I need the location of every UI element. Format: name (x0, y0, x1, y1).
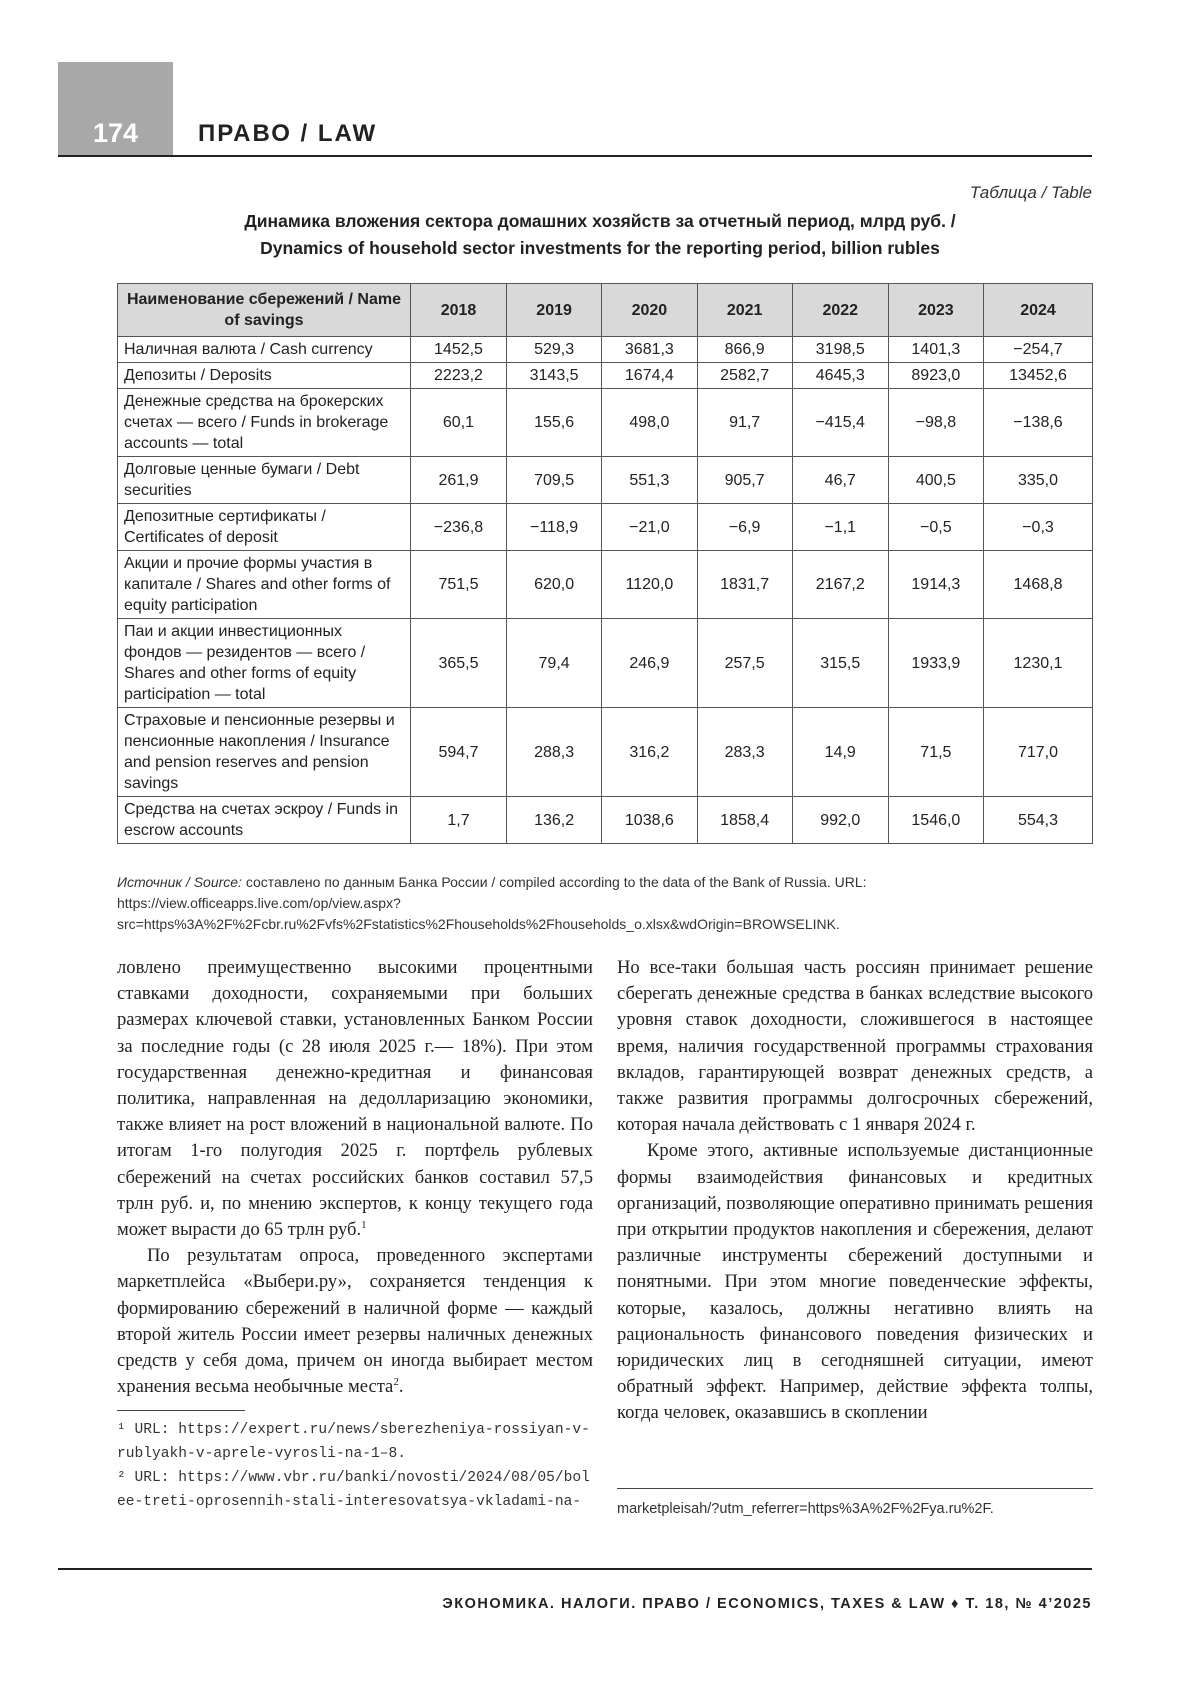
row-name: Страховые и пенсионные резервы и пенсионные накопления / Insurance and pension reserves and pension savings (118, 708, 411, 797)
cell-value: 400,5 (888, 457, 983, 504)
table-row (118, 363, 1093, 389)
table-row (118, 797, 1093, 844)
table-row (118, 504, 1093, 551)
cell-value: 1452,5 (411, 337, 507, 363)
cell-value: 554,3 (984, 797, 1093, 844)
footnote-1: ¹ URL: https://expert.ru/news/sberezheniya-rossiyan-v-rublyakh-v-aprele-vyrosli-na-1–8. (117, 1422, 590, 1462)
table-row (118, 457, 1093, 504)
footnote-2-continuation: marketpleisah/?utm_referrer=https%3A%2F%2Fya.ru%2F. (617, 1501, 994, 1517)
cell-value: 1,7 (411, 797, 507, 844)
cell-value: 246,9 (602, 619, 697, 708)
paragraph: Но все-таки большая часть россиян принимает решение сберегать денежные средства в банках вследствие высокого уровня ставок доходности, сложившегося в настоящее время, наличия государственной программы страхования вкладов, гарантирующей возврат денежных средств, а также развития программы долгосрочных сбережений, которая начала действовать с 1 января 2024 г. (617, 957, 1093, 1136)
cell-value: 79,4 (506, 619, 601, 708)
cell-value: 136,2 (506, 797, 601, 844)
footnote-ref: 1 (361, 1218, 367, 1231)
cell-value: 3681,3 (602, 337, 697, 363)
table-label: Таблица / Table (969, 183, 1092, 202)
body-column-left (117, 955, 593, 1400)
cell-value: 551,3 (602, 457, 697, 504)
cell-value: 3143,5 (506, 363, 601, 389)
cell-value: 316,2 (602, 708, 697, 797)
column-header: 2023 (888, 284, 983, 337)
table-header-row (118, 284, 1093, 337)
savings-table (117, 283, 1093, 844)
footnotes-left (117, 1418, 593, 1514)
cell-value: 498,0 (602, 389, 697, 457)
cell-value: 1468,8 (984, 551, 1093, 619)
table-row (118, 708, 1093, 797)
cell-value: 1914,3 (888, 551, 983, 619)
cell-value: 257,5 (697, 619, 792, 708)
cell-value: 529,3 (506, 337, 601, 363)
cell-value: −415,4 (792, 389, 888, 457)
row-name: Акции и прочие формы участия в капитале / Shares and other forms of equity participation (118, 551, 411, 619)
column-header: 2024 (984, 284, 1093, 337)
cell-value: 709,5 (506, 457, 601, 504)
cell-value: 315,5 (792, 619, 888, 708)
cell-value: −0,3 (984, 504, 1093, 551)
table-caption-ru: Динамика вложения сектора домашних хозяйств за отчетный период, млрд руб. / (244, 211, 956, 231)
source-text: составлено по данным Банка России / compiled according to the data of the Bank of Russia. URL: https://view.officeapps.live.com/op/view.aspx?src=https%3A%2F%2Fcbr.ru%2Fvfs%2Fstatistics%2Fhouseholds%2Fhouseholds_o.xlsx&wdOrigin=BROWSELINK. (117, 874, 867, 932)
cell-value: 2582,7 (697, 363, 792, 389)
cell-value: 8923,0 (888, 363, 983, 389)
body-column-right (617, 955, 1093, 1427)
column-header: 2021 (697, 284, 792, 337)
journal-footer (442, 1596, 1092, 1612)
paragraph-text: По результатам опроса, проведенного экспертами маркетплейса «Выбери.ру», сохраняется тенденция к формированию сбережений в наличной форме — каждый второй житель России имеет резервы наличных денежных средств у себя дома, причем он иногда выбирает местом хранения весьма необычные места (117, 1245, 593, 1398)
cell-value: −138,6 (984, 389, 1093, 457)
cell-value: 1120,0 (602, 551, 697, 619)
cell-value: 13452,6 (984, 363, 1093, 389)
paragraph-text: ловлено преимущественно высокими процентными ставками доходности, сохраняемыми при больших размерах ключевой ставки, установленных Банком России за последние годы (с 28 июля 2025 г.— 18%). При этом государственная денежно-кредитная и финансовая политика, направленная на дедолларизацию экономики, также влияет на рост вложений в национальной валюте. По итогам 1-го полугодия 2025 г. портфель рублевых сбережений на счетах российских банков составил 57,5 трлн руб. и, по мнению экспертов, к концу текущего года может вырасти до 65 трлн руб. (117, 957, 593, 1241)
cell-value: 1831,7 (697, 551, 792, 619)
column-header: 2018 (411, 284, 507, 337)
cell-value: −6,9 (697, 504, 792, 551)
paragraph (117, 955, 593, 1243)
column-header: Наименование сбережений / Name of savings (118, 284, 411, 337)
cell-value: 1230,1 (984, 619, 1093, 708)
footnote-rule-left (117, 1410, 245, 1411)
cell-value: 4645,3 (792, 363, 888, 389)
cell-value: −21,0 (602, 504, 697, 551)
issue-info: Т. 18, № 4’2025 (965, 1596, 1092, 1612)
row-name: Долговые ценные бумаги / Debt securities (118, 457, 411, 504)
cell-value: 288,3 (506, 708, 601, 797)
row-name: Депозиты / Deposits (118, 363, 411, 389)
paragraph: Кроме этого, активные используемые дистанционные формы взаимодействия финансовых и кредитных организаций, позволяющие оперативно принимать решения при открытии продуктов накопления и сбережения, делают различные инструменты сбережений доступными и понятными. При этом многие поведенческие эффекты, которые, казалось, должны негативно влиять на рациональность финансового поведения физических и юридических лиц в сегодняшней ситуации, имеют обратный эффект. Например, действие эффекта толпы, когда человек, оказавшись в скоплении (617, 1140, 1093, 1424)
table-row (118, 551, 1093, 619)
row-name: Наличная валюта / Cash currency (118, 337, 411, 363)
footnote-2: ² URL: https://www.vbr.ru/banki/novosti/2024/08/05/bolee-treti-oprosennih-stali-interesovatsya-vkladami-na- (117, 1470, 590, 1510)
cell-value: 2167,2 (792, 551, 888, 619)
table-source (117, 872, 1093, 935)
cell-value: 60,1 (411, 389, 507, 457)
cell-value: 1038,6 (602, 797, 697, 844)
footnote-rule-right (617, 1488, 1093, 1489)
row-name: Паи и акции инвестиционных фондов — резидентов — всего / Shares and other forms of equity participation — total (118, 619, 411, 708)
cell-value: −98,8 (888, 389, 983, 457)
table-row (118, 337, 1093, 363)
row-name: Средства на счетах эскроу / Funds in escrow accounts (118, 797, 411, 844)
cell-value: 14,9 (792, 708, 888, 797)
cell-value: 1933,9 (888, 619, 983, 708)
cell-value: 155,6 (506, 389, 601, 457)
footnote-ref: 2 (393, 1376, 399, 1389)
table-row (118, 389, 1093, 457)
cell-value: 1546,0 (888, 797, 983, 844)
cell-value: 283,3 (697, 708, 792, 797)
table-caption-en: Dynamics of household sector investments for the reporting period, billion rubles (260, 238, 940, 258)
cell-value: 91,7 (697, 389, 792, 457)
cell-value: −0,5 (888, 504, 983, 551)
journal-title: ЭКОНОМИКА. НАЛОГИ. ПРАВО / ECONOMICS, TAXES & LAW (442, 1596, 946, 1612)
column-header: 2019 (506, 284, 601, 337)
cell-value: 365,5 (411, 619, 507, 708)
header-rule (58, 155, 1092, 157)
cell-value: 620,0 (506, 551, 601, 619)
paragraph (117, 1243, 593, 1400)
column-header: 2020 (602, 284, 697, 337)
row-name: Денежные средства на брокерских счетах — всего / Funds in brokerage accounts — total (118, 389, 411, 457)
cell-value: 1401,3 (888, 337, 983, 363)
cell-value: 992,0 (792, 797, 888, 844)
table-row (118, 619, 1093, 708)
cell-value: −1,1 (792, 504, 888, 551)
page-number: 174 (92, 118, 139, 148)
footer-rule (58, 1568, 1092, 1570)
row-name: Депозитные сертификаты / Certificates of deposit (118, 504, 411, 551)
paragraph-end: . (398, 1376, 404, 1398)
source-label: Источник / Source: (117, 874, 242, 890)
cell-value: 1674,4 (602, 363, 697, 389)
cell-value: −118,9 (506, 504, 601, 551)
cell-value: 594,7 (411, 708, 507, 797)
diamond-icon: ♦ (951, 1596, 960, 1612)
cell-value: 866,9 (697, 337, 792, 363)
cell-value: −236,8 (411, 504, 507, 551)
cell-value: −254,7 (984, 337, 1093, 363)
cell-value: 751,5 (411, 551, 507, 619)
cell-value: 2223,2 (411, 363, 507, 389)
cell-value: 3198,5 (792, 337, 888, 363)
section-title: ПРАВО / LAW (198, 120, 378, 147)
cell-value: 335,0 (984, 457, 1093, 504)
cell-value: 717,0 (984, 708, 1093, 797)
cell-value: 71,5 (888, 708, 983, 797)
cell-value: 46,7 (792, 457, 888, 504)
column-header: 2022 (792, 284, 888, 337)
cell-value: 905,7 (697, 457, 792, 504)
cell-value: 261,9 (411, 457, 507, 504)
cell-value: 1858,4 (697, 797, 792, 844)
